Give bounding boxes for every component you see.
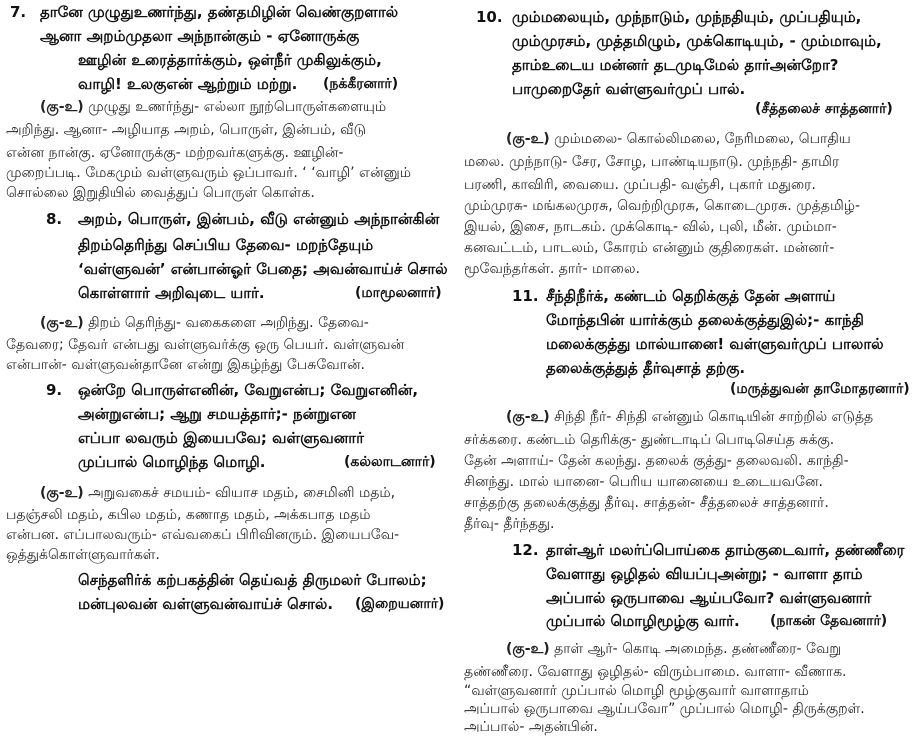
verse-line: தானே முழுதுஉணர்ந்து, தண்தமிழின் வெண்குறளால் [40,3,399,21]
stanza-number: 10. [476,8,503,26]
commentary-line: சொல்லை இறுதியில் வைத்துப் பொருள் கொள்க. [6,185,315,201]
commentary-line: தேன் அளாய்- தேன் கலந்து. தலைக் குத்து- தலைவலி. காந்தி- [464,453,849,469]
author-attribution: (சீத்தலைச் சாத்தனார்) [755,101,893,117]
commentary-line: “வள்ளுவனார் முப்பால் மொழி மூழ்குவார் வாளாதாம் [464,683,809,699]
stanza-number: 9. [46,381,63,399]
verse-line: மலைக்குத்து மால்யானை! வள்ளுவர்முப் பாலால் [546,335,884,353]
commentary-label: (கு-உ) [40,485,84,501]
verse-line: தலைக்குத்துத் தீர்வுசாத் தற்கு. [546,359,746,377]
commentary-line: சாத்தற்கு தலைக்குத்து தீர்வு. சாத்தன்- சீத்தலைச் சாத்தனார். [464,495,829,511]
verse-line: வேளாது ஒழிதல் வியப்புஅன்று; - வாளா தாம் [546,565,863,583]
author-attribution: (மருத்துவன் தாமோதரனார்) [730,381,910,397]
verse-line: தாம்உடைய மன்னர் தடமுடிமேல் தார்அன்றோ? [512,56,839,74]
verse-line: முப்பால் மொழிமூழ்கு வார். [546,612,740,630]
verse-line: ஊழின் உரைத்தார்க்கும், ஒள்நீர் முகிலுக்கும், [78,51,382,69]
verse-line: தாள்ஆர் மலர்ப்பொய்கை தாம்குடைவார், தண்ணீரை [546,541,905,559]
verse-line: அன்றுஎன்ப; ஆறு சமயத்தார்;- நன்றுஎன [78,405,356,423]
commentary-line: மூவேந்தர்கள். தார்- மாலை. [464,261,640,277]
commentary-label: (கு-உ) [40,99,84,115]
commentary-line: சினந்து. மால் யானை- பெரிய யானையை உடையவனே. [464,474,824,490]
commentary-line: இயல், இசை, நாடகம். முக்கொடி- வில், புலி, மீன். மும்மா- [464,219,837,235]
commentary-line: பதஞ்சலி மதம், கபில மதம், கணாத மதம், அக்கபாத மதம் [6,507,371,523]
verse-line: அப்பால் ஒருபாவை ஆய்பவோ? வள்ளுவனார் [546,589,872,607]
commentary-line: அறுவகைச் சமயம்- வியாச மதம், சைமினி மதம், [88,485,396,501]
commentary-line: முழுது உணர்ந்து- எல்லா நூற்பொருள்களையும் [88,99,387,115]
verse-line: மன்புலவன் வள்ளுவன்வாய்ச் சொல். [78,595,334,613]
author-attribution: (மாமூலனார்) [355,285,442,301]
commentary-line: அப்பால் ஒருபாவை ஆய்பவோ” முப்பால் மொழி- திருக்குறள். [464,701,865,717]
stanza-number: 12. [512,541,539,559]
author-attribution: (இறையனார்) [355,596,445,612]
commentary-line: முறைப்படி. மேகமும் வள்ளுவரும் ஒப்பாவர். ‘ ‘வாழி’ என்னும் [6,165,412,181]
verse-line: அறம், பொருள், இன்பம், வீடு என்னும் அந்நான்கின் [78,210,440,228]
verse-line: எப்பா லவரும் இயைபவே; வள்ளுவனார் [78,429,364,447]
commentary-line: என்பான்- வள்ளுவன்தானே என்று இகழ்ந்து பேசுவோன். [6,357,366,373]
commentary-line: சிந்தி நீர்- சிந்தி என்னும் கொடியின் சாற்றில் எடுத்த [554,409,874,425]
stanza-number: 11. [512,287,539,305]
verse-line: சீந்திநீர்க், கண்டம் தெறிக்குத் தேன் அளாய் [546,287,836,305]
verse-line: வாழி! உலகுஎன் ஆற்றும் மற்று. [78,75,298,93]
commentary-line: என்பன. எப்பாலவரும்- எவ்வகைப் பிரிவினரும். இயைபவே- [6,527,400,543]
verse-line: மோந்தபின் யார்க்கும் தலைக்குத்துஇல்;- காந்தி [546,311,864,329]
commentary-line: ஒத்துக்கொள்ளுவார்கள். [6,547,160,563]
commentary-line: சர்க்கரை. கண்டம் தெரிக்கு- துண்டாடிப் பொடிசெய்த சுக்கு. [464,432,835,448]
commentary-line: திறம் தெரிந்து- வகைகளை அறிந்து. தேவை- [88,315,369,331]
verse-line: ‘வள்ளுவன்’ என்பான்ஓர் பேதை; அவன்வாய்ச் சொல் [78,260,448,278]
commentary-line: கனவட்டம், பாடலம், கோரம் என்னும் குதிரைகள். மன்னர்- [464,240,835,256]
verse-line: மும்முரசம், முத்தமிழும், முக்கொடியும், - மும்மாவும், [512,32,882,50]
verse-line: மும்மலையும், முந்நாடும், முந்நதியும், முப்பதியும், [512,8,862,26]
author-attribution: (நக்கீரனார்) [323,76,399,92]
commentary-line: மலை. முந்நாடு- சேர, சோழ, பாண்டியநாடு. முந்நதி- தாமிர [464,154,840,170]
commentary-line: தாள் ஆர்- கொடி அமைந்த. தண்ணீரை- வேறு [554,641,842,657]
commentary-line: தேவரை; தேவர் என்பது வள்ளுவர்க்கு ஒரு பெயர். வள்ளுவன் [6,337,405,353]
commentary-line: தண்ணீரை. வேளாது ஒழிதல்- விரும்பாமை. வாளா- வீணாக. [464,664,847,680]
commentary-label: (கு-உ) [506,641,550,657]
commentary-label: (கு-உ) [40,315,84,331]
author-attribution: (கல்லாடனார்) [344,454,436,470]
verse-line: திறம்தெரிந்து செப்பிய தேவை- மறந்தேயும் [78,236,374,254]
stanza-number: 7. [10,3,27,21]
commentary-line: பரணி, காவிரி, வையை. முப்பதி- வஞ்சி, புகார் மதுரை. [464,177,816,193]
stanza-number: 8. [46,210,63,228]
commentary-line: என்ன நான்கு. ஏனோருக்கு- மற்றவர்களுக்கு. ஊழின்- [6,145,344,161]
commentary-label: (கு-உ) [506,131,550,147]
commentary-label: (கு-உ) [506,409,550,425]
verse-line: ஒன்றே பொருள்எனின், வேறுஎன்ப; வேறுஎனின், [78,381,419,399]
commentary-line: மும்மலை- கொல்லிமலை, நேரிமலை, பொதிய [554,131,851,147]
commentary-line: மும்முரசு- மங்கலமுரசு, வெற்றிமுரசு, கொடைமுரசு. முத்தமிழ்- [464,198,861,214]
verse-line: செந்தளிர்க் கற்பகத்தின் தெய்வத் திருமலர் போலம்; [78,571,427,589]
commentary-line: அப்பால்- அதன்பின். [464,719,598,735]
commentary-line: தீர்வு- தீர்ந்தது. [464,516,555,532]
verse-line: கொள்ளார் அறிவுடை யார். [78,284,265,302]
verse-line: பாமுறைதேர் வள்ளுவர்முப் பால். [512,80,746,98]
author-attribution: (நாகன் தேவனார்) [770,613,888,629]
verse-line: முப்பால் மொழிந்த மொழி. [78,453,266,471]
commentary-line: அறிந்து. ஆனா- அழியாத அறம், பொருள், இன்பம், வீடு [6,122,367,138]
verse-line: ஆனா அறம்முதலா அந்நான்கும் - ஏனோருக்கு [40,27,360,45]
